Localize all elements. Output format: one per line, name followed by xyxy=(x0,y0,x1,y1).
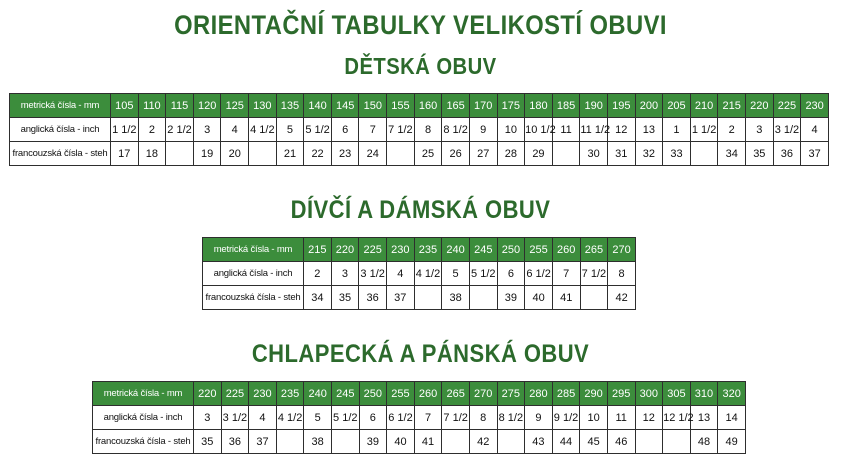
size-cell: 14 xyxy=(718,406,746,430)
row-label: francouzská čísla - steh xyxy=(10,142,111,166)
size-cell: 3 xyxy=(194,406,222,430)
size-cell: 230 xyxy=(249,382,277,406)
size-cell: 37 xyxy=(801,142,829,166)
size-cell: 35 xyxy=(746,142,774,166)
size-cell: 4 1/2 xyxy=(414,262,442,286)
size-cell: 10 1/2 xyxy=(525,118,553,142)
size-cell: 320 xyxy=(718,382,746,406)
size-cell: 160 xyxy=(414,94,442,118)
size-cell: 230 xyxy=(801,94,829,118)
size-cell: 33 xyxy=(663,142,691,166)
kids-size-table xyxy=(9,93,829,166)
size-cell: 6 xyxy=(331,118,359,142)
size-cell: 9 xyxy=(525,406,553,430)
size-cell: 28 xyxy=(497,142,525,166)
size-cell xyxy=(469,286,497,310)
size-cell: 12 1/2 xyxy=(663,406,691,430)
size-cell: 250 xyxy=(359,382,387,406)
size-cell: 10 xyxy=(497,118,525,142)
size-cell: 38 xyxy=(442,286,470,310)
size-cell xyxy=(166,142,194,166)
size-cell: 115 xyxy=(166,94,194,118)
size-cell: 42 xyxy=(608,286,636,310)
size-cell: 280 xyxy=(525,382,553,406)
size-cell: 220 xyxy=(194,382,222,406)
size-cell xyxy=(552,142,580,166)
size-cell: 40 xyxy=(525,286,553,310)
size-cell: 6 1/2 xyxy=(387,406,415,430)
size-cell xyxy=(663,430,691,454)
metric-row xyxy=(203,238,636,262)
size-cell: 275 xyxy=(497,382,525,406)
size-cell: 13 xyxy=(635,118,663,142)
size-cell: 32 xyxy=(635,142,663,166)
size-cell: 235 xyxy=(414,238,442,262)
size-cell: 7 1/2 xyxy=(387,118,415,142)
english-row xyxy=(93,406,746,430)
size-cell: 12 xyxy=(635,406,663,430)
size-cell: 24 xyxy=(359,142,387,166)
size-cell: 10 xyxy=(580,406,608,430)
girls-size-table xyxy=(202,237,636,310)
size-cell: 265 xyxy=(580,238,608,262)
metric-row xyxy=(93,382,746,406)
size-cell: 6 xyxy=(359,406,387,430)
size-cell: 5 1/2 xyxy=(469,262,497,286)
size-cell: 35 xyxy=(194,430,222,454)
boys-size-table xyxy=(92,381,746,454)
french-row xyxy=(203,286,636,310)
size-cell: 5 1/2 xyxy=(304,118,332,142)
english-row xyxy=(203,262,636,286)
size-cell: 180 xyxy=(525,94,553,118)
size-cell: 29 xyxy=(525,142,553,166)
size-cell: 36 xyxy=(221,430,249,454)
row-label: anglická čísla - inch xyxy=(10,118,111,142)
size-cell xyxy=(414,286,442,310)
size-cell: 27 xyxy=(469,142,497,166)
size-cell: 13 xyxy=(690,406,718,430)
size-cell: 245 xyxy=(469,238,497,262)
size-cell: 18 xyxy=(138,142,166,166)
size-cell: 12 xyxy=(607,118,635,142)
boys-section-title: CHLAPECKÁ A PÁNSKÁ OBUV xyxy=(251,340,590,368)
size-cell xyxy=(276,430,304,454)
size-cell: 1 1/2 xyxy=(111,118,139,142)
size-cell: 165 xyxy=(442,94,470,118)
size-cell: 49 xyxy=(718,430,746,454)
size-cell: 150 xyxy=(359,94,387,118)
size-cell xyxy=(690,142,718,166)
row-label: francouzská čísla - steh xyxy=(203,286,304,310)
size-cell: 220 xyxy=(331,238,359,262)
size-cell: 39 xyxy=(497,286,525,310)
size-cell: 145 xyxy=(331,94,359,118)
size-cell: 3 1/2 xyxy=(359,262,387,286)
size-cell: 310 xyxy=(690,382,718,406)
size-cell: 135 xyxy=(276,94,304,118)
size-cell: 5 xyxy=(442,262,470,286)
size-cell: 4 xyxy=(249,406,277,430)
size-cell: 200 xyxy=(635,94,663,118)
size-cell: 34 xyxy=(718,142,746,166)
size-cell: 4 xyxy=(221,118,249,142)
size-cell: 130 xyxy=(249,94,277,118)
size-cell: 290 xyxy=(580,382,608,406)
size-cell: 38 xyxy=(304,430,332,454)
size-cell: 170 xyxy=(469,94,497,118)
size-cell xyxy=(442,430,470,454)
size-cell: 245 xyxy=(331,382,359,406)
size-cell: 185 xyxy=(552,94,580,118)
size-cell: 270 xyxy=(469,382,497,406)
size-cell: 21 xyxy=(276,142,304,166)
size-cell: 4 1/2 xyxy=(276,406,304,430)
size-cell: 255 xyxy=(387,382,415,406)
size-cell: 3 1/2 xyxy=(773,118,801,142)
row-label: francouzská čísla - steh xyxy=(93,430,194,454)
size-cell: 240 xyxy=(304,382,332,406)
metric-row xyxy=(10,94,829,118)
size-cell: 7 xyxy=(359,118,387,142)
size-cell: 5 xyxy=(304,406,332,430)
size-cell: 4 xyxy=(386,262,414,286)
size-cell: 230 xyxy=(386,238,414,262)
size-cell: 30 xyxy=(580,142,608,166)
size-cell: 4 xyxy=(801,118,829,142)
size-cell: 6 xyxy=(497,262,525,286)
size-cell: 8 xyxy=(469,406,497,430)
size-cell: 120 xyxy=(193,94,221,118)
size-cell xyxy=(331,430,359,454)
size-cell xyxy=(635,430,663,454)
size-cell: 255 xyxy=(525,238,553,262)
size-cell xyxy=(497,430,525,454)
size-cell: 305 xyxy=(663,382,691,406)
size-cell: 270 xyxy=(608,238,636,262)
size-cell: 4 1/2 xyxy=(249,118,277,142)
size-cell: 3 1/2 xyxy=(221,406,249,430)
size-cell: 210 xyxy=(690,94,718,118)
size-cell: 11 xyxy=(552,118,580,142)
size-cell: 43 xyxy=(525,430,553,454)
size-cell: 36 xyxy=(773,142,801,166)
size-cell: 39 xyxy=(359,430,387,454)
size-cell: 23 xyxy=(331,142,359,166)
size-cell: 8 1/2 xyxy=(497,406,525,430)
page-title: ORIENTAČNÍ TABULKY VELIKOSTÍ OBUVI xyxy=(174,10,667,40)
size-cell: 285 xyxy=(552,382,580,406)
size-cell: 140 xyxy=(304,94,332,118)
size-cell xyxy=(580,286,608,310)
size-cell: 45 xyxy=(580,430,608,454)
size-cell: 11 xyxy=(607,406,635,430)
size-cell: 7 1/2 xyxy=(442,406,470,430)
size-cell: 225 xyxy=(221,382,249,406)
size-cell: 1 xyxy=(663,118,691,142)
size-cell: 17 xyxy=(111,142,139,166)
size-cell: 37 xyxy=(386,286,414,310)
size-cell: 250 xyxy=(497,238,525,262)
size-cell xyxy=(249,142,277,166)
size-cell: 300 xyxy=(635,382,663,406)
size-cell: 2 xyxy=(304,262,332,286)
size-cell: 8 xyxy=(608,262,636,286)
size-cell: 20 xyxy=(221,142,249,166)
row-label: anglická čísla - inch xyxy=(203,262,304,286)
size-cell: 155 xyxy=(387,94,415,118)
size-cell: 31 xyxy=(607,142,635,166)
size-cell: 48 xyxy=(690,430,718,454)
size-cell: 35 xyxy=(331,286,359,310)
size-cell: 225 xyxy=(359,238,387,262)
size-cell: 36 xyxy=(359,286,387,310)
size-cell: 37 xyxy=(249,430,277,454)
size-cell: 240 xyxy=(442,238,470,262)
row-label: metrická čísla - mm xyxy=(93,382,194,406)
size-cell: 260 xyxy=(414,382,442,406)
row-label: metrická čísla - mm xyxy=(10,94,111,118)
size-cell: 19 xyxy=(193,142,221,166)
size-cell: 34 xyxy=(304,286,332,310)
size-cell: 6 1/2 xyxy=(525,262,553,286)
size-cell: 46 xyxy=(607,430,635,454)
french-row xyxy=(10,142,829,166)
size-cell: 265 xyxy=(442,382,470,406)
size-cell: 25 xyxy=(414,142,442,166)
size-cell: 41 xyxy=(414,430,442,454)
size-cell xyxy=(387,142,415,166)
size-cell: 105 xyxy=(111,94,139,118)
size-cell: 41 xyxy=(552,286,580,310)
size-cell: 205 xyxy=(663,94,691,118)
size-cell: 110 xyxy=(138,94,166,118)
size-cell: 5 xyxy=(276,118,304,142)
size-cell: 22 xyxy=(304,142,332,166)
size-cell: 2 xyxy=(138,118,166,142)
size-cell: 3 xyxy=(746,118,774,142)
size-cell: 190 xyxy=(580,94,608,118)
size-cell: 220 xyxy=(746,94,774,118)
girls-section-title: DÍVČÍ A DÁMSKÁ OBUV xyxy=(290,196,551,224)
size-cell: 7 xyxy=(552,262,580,286)
kids-section-title: DĚTSKÁ OBUV xyxy=(344,53,497,79)
size-cell: 215 xyxy=(718,94,746,118)
size-cell: 3 xyxy=(193,118,221,142)
size-cell: 215 xyxy=(304,238,332,262)
size-cell: 8 xyxy=(414,118,442,142)
size-cell: 225 xyxy=(773,94,801,118)
size-cell: 7 xyxy=(414,406,442,430)
size-cell: 195 xyxy=(607,94,635,118)
size-cell: 44 xyxy=(552,430,580,454)
english-row xyxy=(10,118,829,142)
size-cell: 3 xyxy=(331,262,359,286)
size-cell: 5 1/2 xyxy=(331,406,359,430)
french-row xyxy=(93,430,746,454)
size-cell: 125 xyxy=(221,94,249,118)
size-cell: 2 xyxy=(718,118,746,142)
row-label: anglická čísla - inch xyxy=(93,406,194,430)
size-cell: 7 1/2 xyxy=(580,262,608,286)
size-cell: 9 1/2 xyxy=(552,406,580,430)
size-cell: 175 xyxy=(497,94,525,118)
size-cell: 260 xyxy=(552,238,580,262)
size-cell: 2 1/2 xyxy=(166,118,194,142)
size-cell: 9 xyxy=(469,118,497,142)
size-cell: 235 xyxy=(276,382,304,406)
size-cell: 295 xyxy=(607,382,635,406)
size-cell: 42 xyxy=(469,430,497,454)
size-cell: 8 1/2 xyxy=(442,118,470,142)
size-cell: 11 1/2 xyxy=(580,118,608,142)
size-cell: 40 xyxy=(387,430,415,454)
size-cell: 1 1/2 xyxy=(690,118,718,142)
row-label: metrická čísla - mm xyxy=(203,238,304,262)
size-cell: 26 xyxy=(442,142,470,166)
